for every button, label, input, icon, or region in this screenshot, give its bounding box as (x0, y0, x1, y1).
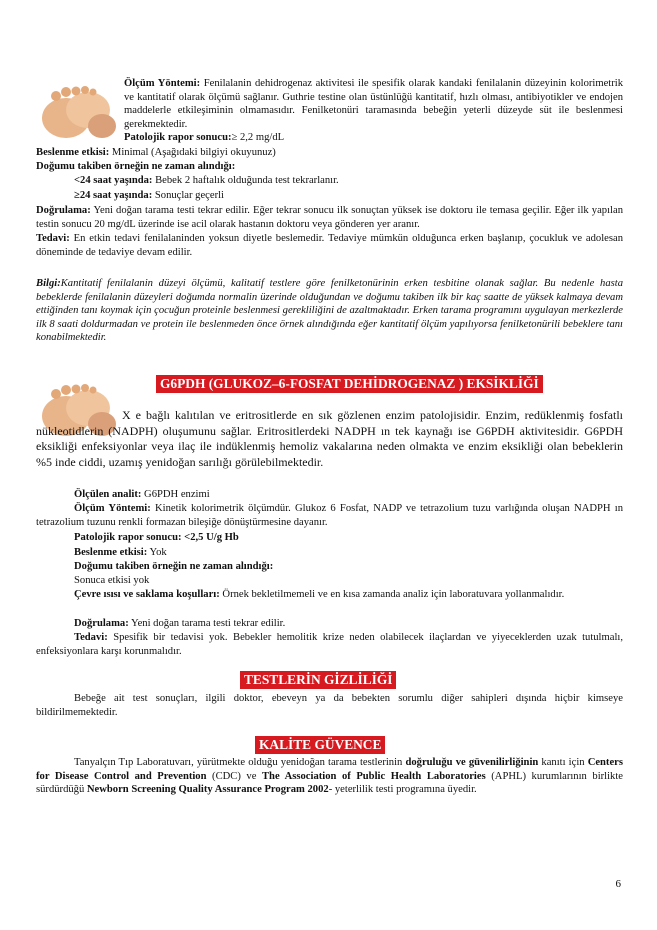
quality-t4: (APHL) kurumlarının birlikte sürdürdüğü (36, 770, 623, 796)
g6pdh-report-value: <2,5 U/g Hb (184, 532, 239, 543)
confirm-label: Doğrulama: (36, 205, 91, 216)
report-line (124, 131, 284, 145)
method-label: Ölçüm Yöntemi: (124, 78, 201, 89)
g6pdh-intro (36, 408, 623, 470)
g6pdh-when-value: Sonuca etkisi yok (74, 575, 150, 586)
confirm-paragraph (36, 204, 623, 231)
lt24-value: Bebek 2 haftalık olduğunda test tekrarlanır. (155, 175, 339, 186)
g6pdh-report-line (74, 531, 239, 545)
confidentiality-paragraph: Bebeğe ait test sonuçları, ilgili doktor, ebeveyn ya da bebekten sorumlu diğer sahipleri dışında hiçbir kimseye bildirilmemektedir. (36, 693, 623, 718)
lt24-line (74, 174, 339, 188)
lt24-label: <24 saat yaşında: (74, 175, 153, 186)
quality-heading: KALİTE GÜVENCE (255, 736, 385, 754)
confirm-text: Yeni doğan tarama testi tekrar edilir. Eğer tekrar sonucu ilk sonuçtan yüksek ise doktoru ile temasa geçilir. Eğer ilk yapılan testin sonucu 20 mg/dL üzerinde ise acil olarak hastanın doktoru veya gönderen yer aranır. (36, 205, 623, 230)
g6pdh-feeding-label: Beslenme etkisi: (74, 547, 148, 558)
g6pdh-report-label: Patolojik rapor sonucu: (74, 532, 182, 543)
g6pdh-method-paragraph (36, 502, 623, 529)
g6pdh-feeding-line (74, 546, 167, 560)
info-paragraph (36, 277, 623, 345)
g6pdh-confirm-line (74, 617, 285, 631)
g6pdh-treat-paragraph (36, 631, 623, 658)
ge24-value: Sonuçlar geçerli (154, 190, 224, 201)
ge24-line (74, 189, 224, 203)
page-number: 6 (615, 878, 621, 890)
ge24-label: ≥24 saat yaşında: (74, 190, 153, 201)
quality-t1: Tanyalçın Tıp Laboratuvarı, yürütmekte olduğu yenidoğan tarama testlerinin (74, 757, 406, 768)
quality-b4: Newborn Screening Quality Assurance Program 2002 (86, 784, 329, 796)
quality-b3: The Association of Public Health Laboratories (261, 770, 486, 782)
g6pdh-treat-label: Tedavi: (74, 632, 108, 643)
quality-b2: Centers for Disease Control and Prevention (36, 757, 623, 782)
when-label: Doğumu takiben örneğin ne zaman alındığı: (36, 161, 236, 172)
treat-label: Tedavi: (36, 233, 70, 244)
g6pdh-method-text: Kinetik kolorimetrik ölçümdür. Glukoz 6 Fosfat, NADP ve tetrazolium tuzu varlığında oluşan NADPH ın tetrazolium tuzunu renkli formazan bileşiğe dönüştürmesine dayanır. (36, 503, 623, 528)
quality-t2: kanıtı için (538, 757, 588, 768)
treat-text: En etkin tedavi fenilalaninden yoksun diyetle beslemedir. Tedaviye mümkün olduğunca erken başlanıp, çocukluk ve adolesan döneminde de tedaviye devam edilir. (36, 233, 623, 258)
confidentiality-heading: TESTLERİN GİZLİLİĞİ (240, 671, 396, 689)
info-text: Kantitatif fenilalanin düzeyi ölçümü, kalitatif testlere göre fenilketonürinin erken tesbitine olanak sağlar. Bu nedenle hasta bebeklerde fenilalanin düzeyleri doğumda normalin üzerinde olduğundan ve doğumu takiben ilk bir kaç saatte de yüksek kalmaya devam ettiğinden tanı koymak için çocuğun proteinle beslenmesi gerekliliğini de azaltmaktadır. Erken tarama programını uygulayan merkezlerde ilk 8 saati doldurmadan ve protein ile beslenmeden önce örnek alındığında eğer kantitatif ölçüm yapılıyorsa fenilketonürili bebeklere tanı konabilmektedir. (36, 278, 623, 344)
g6pdh-intro-text: X e bağlı kalıtılan ve eritrositlerde en sık gözlenen enzim patolojisidir. Enzim, redüklenmiş fosfatlı nükleotidlerin (NADPH) oluşumunu sağlar. Eritrositlerdeki NADPH ın tek kaynağı ise G6PDH aktivitesidir. G6PDH eksikliği enfeksiyonlar veya ilaç ile indüklenmiş hemoliz vakalarına neden olmakta ve enzim eksikliği olan bebeklerin %5 inde ciddi, uzamış yenidoğan sarılığı görülebilmektedir. (36, 408, 623, 469)
quality-b1: doğruluğu ve güvenilirliğinin (405, 757, 539, 768)
g6pdh-when-label: Doğumu takiben örneğin ne zaman alındığı: (74, 561, 274, 572)
env-label: Çevre ısısı ve saklama koşulları: (74, 589, 220, 600)
g6pdh-method-label: Ölçüm Yöntemi: (74, 503, 151, 514)
treat-paragraph (36, 232, 623, 259)
info-label: Bilgi: (36, 278, 61, 289)
g6pdh-treat-text: Spesifik bir tedavisi yok. Bebekler hemolitik krize neden olabilecek ilaçlardan ve yiyeceklerden uzak tutulmalı, enfeksiyonlara karşı korunmalıdır. (36, 632, 623, 657)
quality-t5: - yeterlilik testi programına üyedir. (328, 784, 477, 796)
baby-feet-image (36, 72, 118, 146)
report-value: ≥ 2,2 mg/dL (231, 132, 285, 143)
g6pdh-confirm-label: Doğrulama: (74, 618, 129, 629)
g6pdh-heading: G6PDH (GLUKOZ–6-FOSFAT DEHİDROGENAZ ) EKSİKLİĞİ (156, 375, 543, 393)
g6pdh-confirm-text: Yeni doğan tarama testi tekrar edilir. (131, 618, 286, 629)
g6pdh-feeding-value: Yok (149, 547, 167, 558)
feeding-value: Minimal (Aşağıdaki bilgiyi okuyunuz) (111, 147, 276, 158)
env-text: Örnek bekletilmemeli ve en kısa zamanda analiz için laboratuvara yollanmalıdır. (222, 589, 565, 600)
feeding-line (36, 146, 276, 160)
analyte-label: Ölçülen analit: (74, 489, 142, 500)
method-paragraph (124, 77, 623, 131)
analyte-value: G6PDH enzimi (144, 489, 210, 500)
feeding-label: Beslenme etkisi: (36, 147, 110, 158)
analyte-line (74, 488, 210, 502)
report-label: Patolojik rapor sonucu: (124, 132, 232, 143)
method-text: Fenilalanin dehidrogenaz aktivitesi ile spesifik olarak kandaki fenilalanin düzeyinin kolorimetrik ve kantitatif olarak ölçümü sağlanır. Guthrie testine olan üstünlüğü kantitatif, hızlı olması, antibiyotikler ve endojen maddelerle etkileşiminin olmamasıdır. Fenilketonüri taramasında bebeğin yeterli düzeyde süt ile beslenmesi gerekmektedir. (124, 78, 623, 130)
env-paragraph (36, 588, 623, 602)
quality-paragraph (36, 756, 623, 797)
quality-t3: (CDC) ve (206, 770, 262, 782)
